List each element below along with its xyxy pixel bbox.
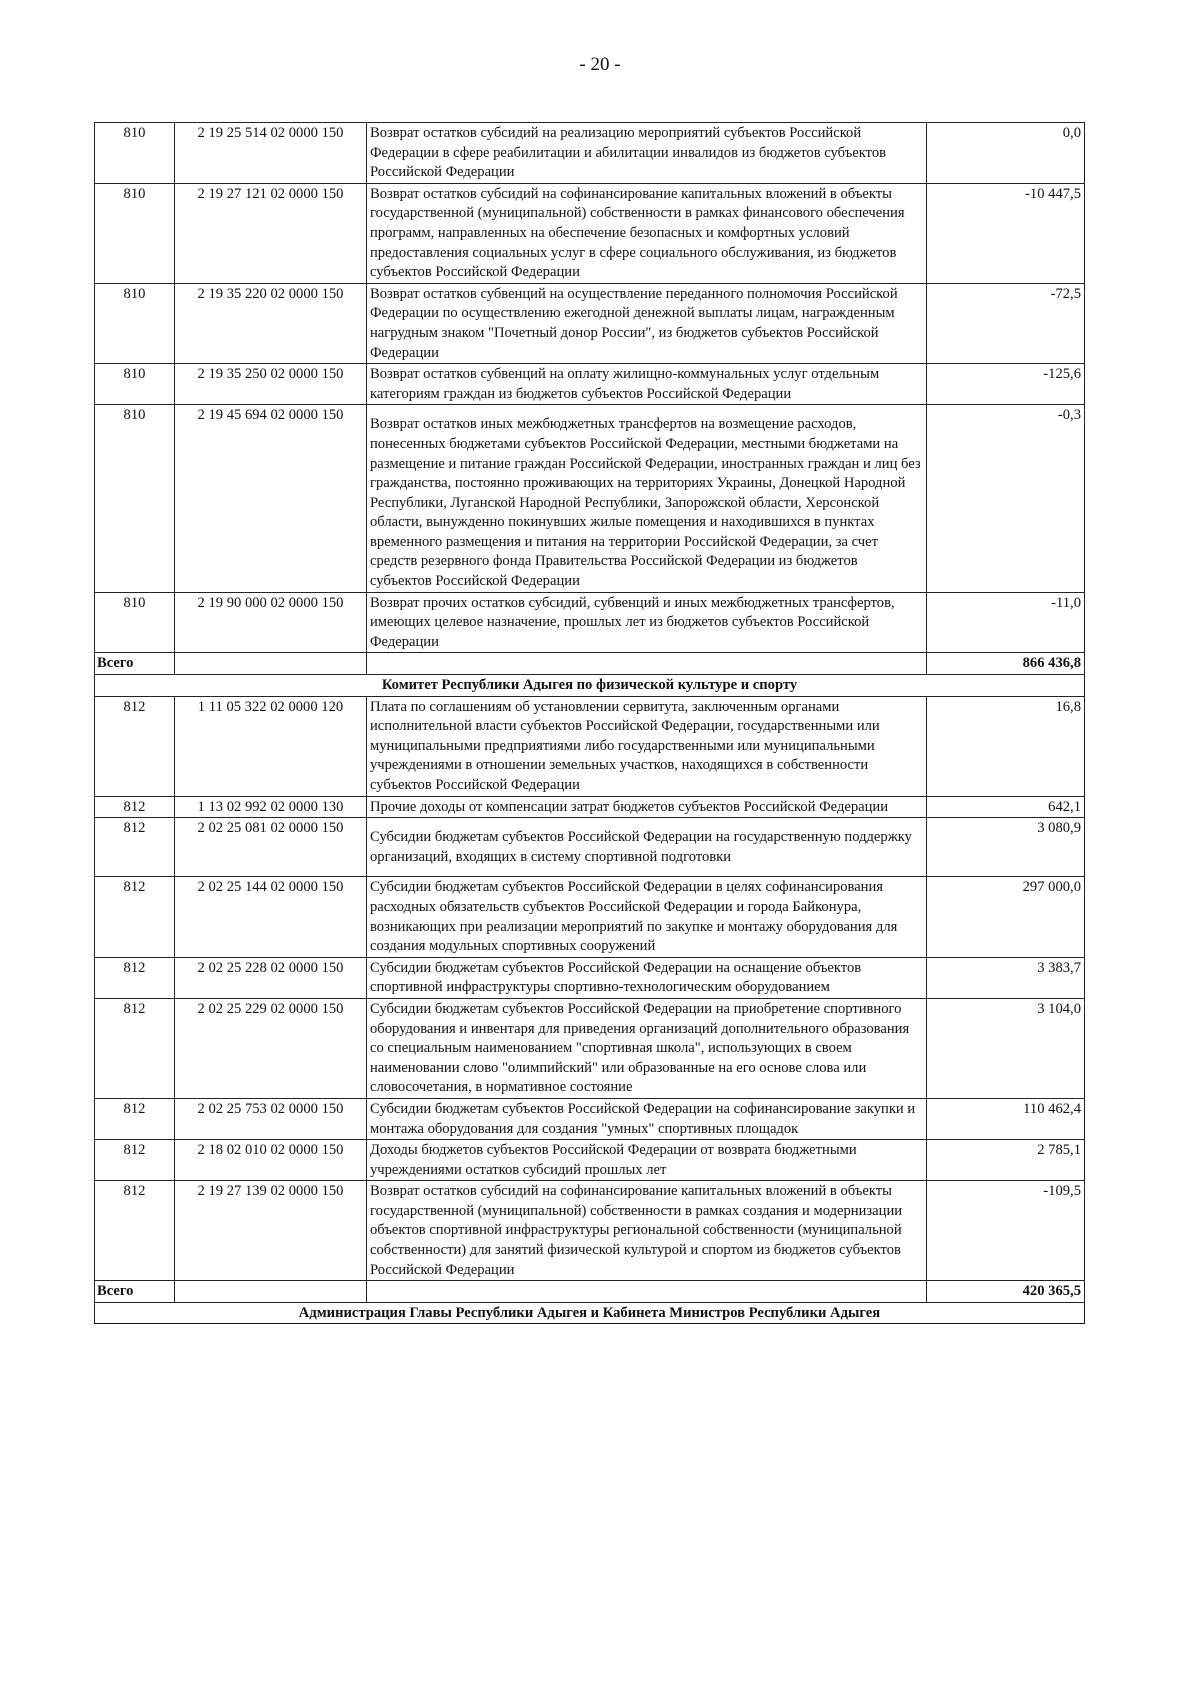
revenue-code-cell <box>175 1181 367 1281</box>
admin-code-text: 812 <box>123 698 146 715</box>
revenue-name-text: Возврат прочих остатков субсидий, субвенций и иных межбюджетных трансфертов, имеющих целевое назначение, прошлых лет из бюджетов субъектов Российской Федерации <box>370 594 895 650</box>
revenue-name-text: Плата по соглашениям об установлении сервитута, заключенным органами исполнительной власти субъектов Российской Федерации, государственными или муниципальными предприятиями либо государственными или муниципальными учреждениями в отношении земельных участков, находящихся в собственности субъектов Российской Федерации <box>370 698 880 793</box>
admin-code-text: 810 <box>123 366 146 383</box>
revenue-name-text: Возврат остатков субсидий на реализацию мероприятий субъектов Российской Федерации в сфере реабилитации и абилитации инвалидов из бюджетов субъектов Российской Федерации <box>370 125 887 181</box>
revenue-name-cell <box>367 998 927 1098</box>
revenue-code-cell <box>175 364 367 405</box>
admin-code-text: 810 <box>123 125 146 141</box>
amount-cell <box>927 1140 1085 1181</box>
revenue-name-cell <box>367 283 927 363</box>
table-body <box>95 123 1085 1324</box>
amount-cell <box>927 1281 1085 1303</box>
budget-revenue-table <box>94 122 1085 1324</box>
revenue-code-cell <box>175 183 367 283</box>
amount-text: -0,3 <box>1057 407 1081 424</box>
amount-text: -72,5 <box>1050 285 1081 302</box>
amount-text: 3 104,0 <box>1037 1000 1081 1017</box>
revenue-code-cell <box>175 283 367 363</box>
amount-cell <box>927 796 1085 818</box>
revenue-code-cell <box>175 998 367 1098</box>
amount-cell <box>927 653 1085 675</box>
amount-cell <box>927 818 1085 877</box>
revenue-name-cell <box>367 818 927 877</box>
page-number: - 20 - <box>579 54 621 75</box>
admin-code-cell <box>95 1098 175 1139</box>
revenue-code-text: 1 13 02 992 02 0000 130 <box>197 798 344 815</box>
revenue-name-cell <box>367 1098 927 1139</box>
revenue-code-cell <box>175 592 367 653</box>
total-row <box>95 653 1085 675</box>
revenue-name-cell <box>367 364 927 405</box>
amount-text: 110 462,4 <box>1023 1100 1081 1117</box>
admin-code-cell <box>95 957 175 998</box>
admin-code-text: 810 <box>123 285 146 302</box>
revenue-code-text: 2 19 27 121 02 0000 150 <box>197 185 344 202</box>
revenue-name-cell <box>367 1181 927 1281</box>
revenue-name-cell <box>367 183 927 283</box>
revenue-code-cell <box>175 1098 367 1139</box>
admin-code-cell <box>95 283 175 363</box>
revenue-code-text: 2 02 25 144 02 0000 150 <box>197 879 344 896</box>
section-header-row <box>95 1302 1085 1324</box>
amount-text: 420 365,5 <box>1022 1283 1081 1300</box>
admin-code-cell <box>95 364 175 405</box>
revenue-name-text: Субсидии бюджетам субъектов Российской Федерации в целях софинансирования расходных обязательств субъектов Российской Федерации и города Байконура, возникающих при реализации мероприятий по закупке и монтажу оборудования для создания модульных спортивных сооружений <box>370 879 898 955</box>
amount-text: 3 080,9 <box>1037 820 1081 837</box>
amount-cell <box>927 183 1085 283</box>
revenue-name-text: Возврат остатков субвенций на осуществление переданного полномочия Российской Федерации по осуществлению ежегодной денежной выплаты лицам, награжденным нагрудным знаком "Почетный донор России", из бюджетов субъектов Российской Федерации <box>370 285 898 361</box>
revenue-code-cell <box>175 796 367 818</box>
table-row <box>95 364 1085 405</box>
admin-code-text: 812 <box>123 1183 146 1200</box>
revenue-name-text: Возврат остатков субсидий на софинансирование капитальных вложений в объекты государственной (муниципальной) собственности в рамках финансового обеспечения программ, направленных на обеспечение безопасных и комфортных условий предоставления социальных услуг в сфере социального обслуживания, из бюджетов субъектов Российской Федерации <box>370 185 905 281</box>
revenue-name-cell <box>367 123 927 184</box>
admin-code-cell <box>95 123 175 184</box>
amount-cell <box>927 877 1085 957</box>
revenue-name-cell <box>367 405 927 592</box>
revenue-name-cell <box>367 877 927 957</box>
revenue-code-cell <box>175 877 367 957</box>
table-row <box>95 1181 1085 1281</box>
revenue-name-text: Доходы бюджетов субъектов Российской Федерации от возврата бюджетными учреждениями остатков субсидий прошлых лет <box>370 1142 857 1178</box>
admin-code-text: 812 <box>123 1000 146 1017</box>
admin-code-cell <box>95 405 175 592</box>
admin-code-text: 812 <box>123 798 146 815</box>
table-row <box>95 592 1085 653</box>
revenue-code-text: 2 19 25 514 02 0000 150 <box>197 125 344 141</box>
revenue-code-text: 2 02 25 753 02 0000 150 <box>197 1100 344 1117</box>
revenue-name-cell <box>367 1281 927 1303</box>
admin-code-cell <box>95 998 175 1098</box>
revenue-code-text: 2 02 25 228 02 0000 150 <box>197 959 344 976</box>
revenue-code-cell <box>175 1140 367 1181</box>
amount-text: 0,0 <box>1062 125 1081 141</box>
admin-code-cell <box>95 696 175 796</box>
amount-text: -125,6 <box>1043 366 1081 383</box>
revenue-name-cell <box>367 957 927 998</box>
revenue-name-text: Возврат остатков иных межбюджетных трансфертов на возмещение расходов, понесенных бюджетами субъектов Российской Федерации, местными бюджетами на размещение и питание граждан Российской Федерации, иностранных граждан и лиц без гражданства, постоянно проживающих на территориях Украины, Донецкой Народной Республики, Луганской Народной Республики, Запорожской области, Херсонской области, вынужденно покинувших жилые помещения и находившихся в пунктах временного размещения и питания на территории Российской Федерации, за счет средств резервного фонда Правительства Российской Федерации из бюджетов субъектов Российской Федерации <box>370 416 921 590</box>
admin-code-text: Всего <box>97 655 134 672</box>
admin-code-cell <box>95 1140 175 1181</box>
amount-cell <box>927 998 1085 1098</box>
revenue-name-cell <box>367 653 927 675</box>
admin-code-cell <box>95 877 175 957</box>
table-row <box>95 283 1085 363</box>
revenue-name-text: Возврат остатков субсидий на софинансирование капитальных вложений в объекты государственной (муниципальной) собственности в рамках создания и модернизации объектов спортивной инфраструктуры региональной собственности (муниципальной собственности) для занятий физической культурой и спортом из бюджетов субъектов Российской Федерации <box>370 1183 903 1278</box>
admin-code-text: 812 <box>123 820 146 837</box>
revenue-name-cell <box>367 592 927 653</box>
amount-text: 2 785,1 <box>1037 1142 1081 1159</box>
section-title: Комитет Республики Адыгея по физической культуре и спорту <box>95 675 1085 697</box>
admin-code-cell <box>95 592 175 653</box>
admin-code-text: 812 <box>123 879 146 896</box>
table-row <box>95 1098 1085 1139</box>
amount-cell <box>927 696 1085 796</box>
revenue-code-cell <box>175 1281 367 1303</box>
revenue-code-text: 2 02 25 081 02 0000 150 <box>197 820 344 837</box>
amount-text: 16,8 <box>1055 698 1081 715</box>
table-row <box>95 1140 1085 1181</box>
revenue-name-text: Прочие доходы от компенсации затрат бюджетов субъектов Российской Федерации <box>370 798 889 815</box>
admin-code-cell <box>95 1181 175 1281</box>
admin-code-cell <box>95 1281 175 1303</box>
revenue-code-text: 2 19 45 694 02 0000 150 <box>197 407 344 424</box>
amount-cell <box>927 592 1085 653</box>
revenue-code-text: 1 11 05 322 02 0000 120 <box>197 698 344 715</box>
revenue-code-cell <box>175 653 367 675</box>
admin-code-text: Всего <box>97 1283 134 1300</box>
revenue-name-cell <box>367 796 927 818</box>
table-row <box>95 796 1085 818</box>
amount-text: -10 447,5 <box>1025 185 1081 202</box>
admin-code-text: 812 <box>123 959 146 976</box>
amount-cell <box>927 364 1085 405</box>
amount-text: 297 000,0 <box>1022 879 1081 896</box>
admin-code-text: 810 <box>123 407 146 424</box>
revenue-name-cell <box>367 1140 927 1181</box>
revenue-code-cell <box>175 123 367 184</box>
table-row <box>95 696 1085 796</box>
total-row <box>95 1281 1085 1303</box>
revenue-code-cell <box>175 696 367 796</box>
revenue-code-text: 2 19 35 220 02 0000 150 <box>197 285 344 302</box>
revenue-code-text: 2 02 25 229 02 0000 150 <box>197 1000 344 1017</box>
table-row <box>95 405 1085 592</box>
revenue-name-cell <box>367 696 927 796</box>
admin-code-text: 812 <box>123 1142 146 1159</box>
revenue-name-text: Субсидии бюджетам субъектов Российской Федерации на государственную поддержку организаций, входящих в систему спортивной подготовки <box>370 829 912 865</box>
table-row <box>95 123 1085 184</box>
admin-code-text: 810 <box>123 594 146 611</box>
amount-cell <box>927 1098 1085 1139</box>
table-row <box>95 998 1085 1098</box>
amount-text: 3 383,7 <box>1037 959 1081 976</box>
revenue-code-cell <box>175 818 367 877</box>
admin-code-cell <box>95 818 175 877</box>
amount-text: -11,0 <box>1051 594 1081 611</box>
admin-code-cell <box>95 653 175 675</box>
table-row <box>95 818 1085 877</box>
section-title: Администрация Главы Республики Адыгея и Кабинета Министров Республики Адыгея <box>95 1302 1085 1324</box>
table-row <box>95 183 1085 283</box>
revenue-code-cell <box>175 405 367 592</box>
revenue-code-text: 2 19 90 000 02 0000 150 <box>197 594 344 611</box>
revenue-code-text: 2 19 27 139 02 0000 150 <box>197 1183 344 1200</box>
revenue-name-text: Возврат остатков субвенций на оплату жилищно-коммунальных услуг отдельным категориям граждан из бюджетов субъектов Российской Федерации <box>370 366 880 402</box>
revenue-code-text: 2 18 02 010 02 0000 150 <box>197 1142 344 1159</box>
amount-text: 642,1 <box>1048 798 1081 815</box>
section-header-row <box>95 675 1085 697</box>
admin-code-text: 810 <box>123 185 146 202</box>
revenue-code-cell <box>175 957 367 998</box>
table-row <box>95 957 1085 998</box>
amount-cell <box>927 957 1085 998</box>
amount-text: -109,5 <box>1043 1183 1081 1200</box>
revenue-name-text: Субсидии бюджетам субъектов Российской Федерации на софинансирование закупки и монтажа оборудования для создания "умных" спортивных площадок <box>370 1100 916 1137</box>
amount-cell <box>927 405 1085 592</box>
admin-code-cell <box>95 796 175 818</box>
table-row <box>95 877 1085 957</box>
revenue-code-text: 2 19 35 250 02 0000 150 <box>197 366 344 383</box>
admin-code-text: 812 <box>123 1100 146 1117</box>
amount-text: 866 436,8 <box>1022 655 1081 672</box>
revenue-name-text: Субсидии бюджетам субъектов Российской Федерации на приобретение спортивного оборудования и инвентаря для приведения организаций дополнительного образования со специальным наименованием "спортивная школа", использующих в своем наименовании слово "олимпийский" или образованные на его основе слова или словосочетания, в нормативное состояние <box>370 1000 910 1096</box>
amount-cell <box>927 1181 1085 1281</box>
amount-cell <box>927 283 1085 363</box>
admin-code-cell <box>95 183 175 283</box>
revenue-name-text: Субсидии бюджетам субъектов Российской Федерации на оснащение объектов спортивной инфраструктуры спортивно-технологическим оборудованием <box>370 959 862 996</box>
amount-cell <box>927 123 1085 184</box>
